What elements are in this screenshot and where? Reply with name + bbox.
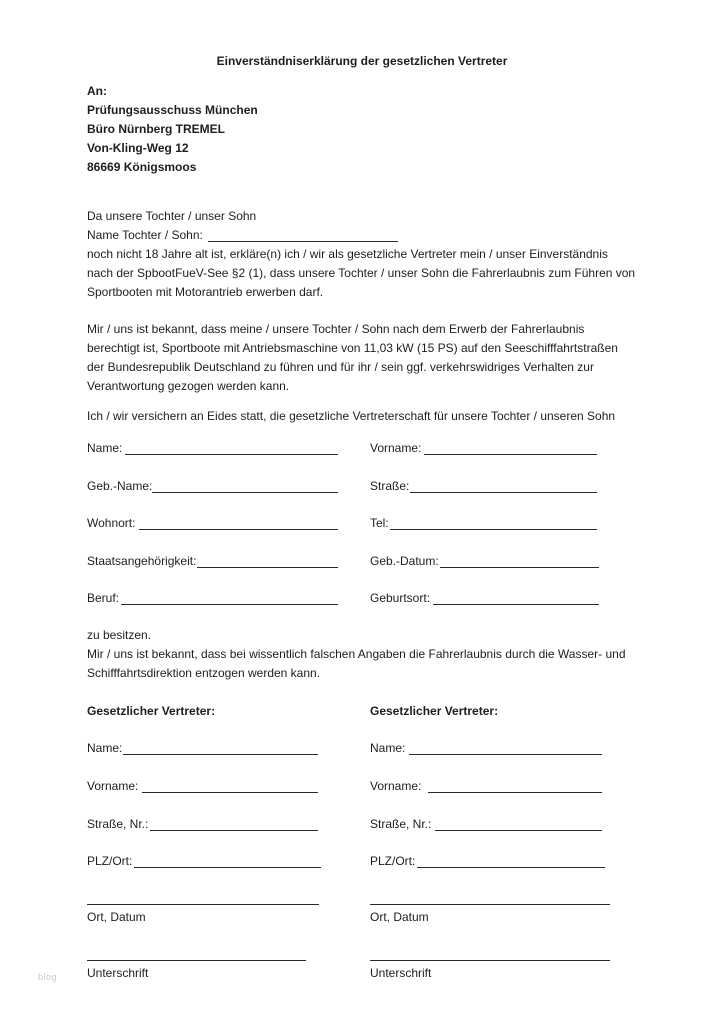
paragraph-line: berechtigt ist, Sportboote mit Antriebsmaschine von 11,03 kW (15 PS) auf den Seeschifffahrtstraßen	[87, 341, 618, 355]
guardian2-name-input[interactable]	[409, 754, 602, 755]
birth-date-label: Geb.-Datum:	[370, 554, 439, 568]
birth-name-label: Geb.-Name:	[87, 479, 153, 493]
guardian-firstname-label: Vorname:	[87, 779, 139, 793]
signature-label: Unterschrift	[370, 966, 432, 980]
phone-input[interactable]	[390, 529, 597, 530]
closing-line: Mir / uns ist bekannt, dass bei wissentlich falschen Angaben die Fahrerlaubnis durch die Wasser- und	[87, 647, 626, 661]
child-name-field-label: Name:	[87, 441, 123, 455]
closing-line: Schifffahrtsdirektion entzogen werden kann.	[87, 666, 321, 680]
guardian2-place-date-input[interactable]	[370, 904, 610, 905]
street-input[interactable]	[410, 492, 597, 493]
residence-input[interactable]	[139, 529, 338, 530]
guardian-city-label: PLZ/Ort:	[370, 854, 416, 868]
address-line: Prüfungsausschuss München	[87, 103, 258, 117]
paragraph-line: Verantwortung gezogen werden kann.	[87, 379, 290, 393]
guardian1-firstname-input[interactable]	[142, 792, 318, 793]
guardian-heading: Gesetzlicher Vertreter:	[370, 704, 499, 718]
nationality-label: Staatsangehörigkeit:	[87, 554, 197, 568]
intro-line: Sportbooten mit Motorantrieb erwerben darf.	[87, 285, 324, 299]
guardian-city-label: PLZ/Ort:	[87, 854, 133, 868]
guardian-name-label: Name:	[370, 741, 406, 755]
phone-label: Tel:	[370, 516, 389, 530]
guardian-street-label: Straße, Nr.:	[87, 817, 149, 831]
guardian2-firstname-input[interactable]	[428, 792, 602, 793]
guardian1-name-input[interactable]	[123, 754, 318, 755]
watermark: blog	[38, 972, 58, 982]
place-date-label: Ort, Datum	[87, 910, 146, 924]
occupation-input[interactable]	[121, 604, 338, 605]
residence-label: Wohnort:	[87, 516, 136, 530]
child-firstname-label: Vorname:	[370, 441, 422, 455]
nationality-input[interactable]	[197, 567, 338, 568]
closing-line: zu besitzen.	[87, 628, 152, 642]
street-label: Straße:	[370, 479, 410, 493]
guardian1-street-input[interactable]	[150, 830, 318, 831]
birth-name-input[interactable]	[152, 492, 338, 493]
guardian-street-label: Straße, Nr.:	[370, 817, 432, 831]
birth-date-input[interactable]	[440, 567, 599, 568]
child-firstname-input[interactable]	[424, 454, 597, 455]
guardian2-city-input[interactable]	[417, 867, 605, 868]
paragraph-line: Mir / uns ist bekannt, dass meine / unsere Tochter / Sohn nach dem Erwerb der Fahrerlaubnis	[87, 322, 585, 336]
intro-line: Da unsere Tochter / unser Sohn	[87, 209, 257, 223]
address-line: 86669 Königsmoos	[87, 160, 197, 174]
guardian2-street-input[interactable]	[435, 830, 602, 831]
birthplace-label: Geburtsort:	[370, 591, 431, 605]
birthplace-input[interactable]	[433, 604, 599, 605]
guardian-firstname-label: Vorname:	[370, 779, 422, 793]
address-to: An:	[87, 84, 107, 98]
guardian1-city-input[interactable]	[134, 867, 321, 868]
address-line: Von-Kling-Weg 12	[87, 141, 189, 155]
guardian1-signature-input[interactable]	[87, 960, 306, 961]
occupation-label: Beruf:	[87, 591, 120, 605]
guardian1-place-date-input[interactable]	[87, 904, 319, 905]
oath-statement: Ich / wir versichern an Eides statt, die gesetzliche Vertreterschaft für unsere Tochter / unseren Sohn	[87, 409, 616, 423]
signature-label: Unterschrift	[87, 966, 149, 980]
intro-line: nach der SpbootFueV-See §2 (1), dass unsere Tochter / unser Sohn die Fahrerlaubnis zum Führen von	[87, 266, 636, 280]
guardian-heading: Gesetzlicher Vertreter:	[87, 704, 216, 718]
paragraph-line: der Bundesrepublik Deutschland zu führen und für ihr / sein ggf. verkehrswidriges Verhalten zur	[87, 360, 594, 374]
document-title: Einverständniserklärung der gesetzlichen Vertreter	[216, 54, 508, 68]
guardian2-signature-input[interactable]	[370, 960, 610, 961]
intro-line: noch nicht 18 Jahre alt ist, erkläre(n) ich / wir als gesetzliche Vertreter mein / unser Einverständnis	[87, 247, 608, 261]
place-date-label: Ort, Datum	[370, 910, 429, 924]
child-name-input[interactable]	[208, 241, 398, 242]
guardian-name-label: Name:	[87, 741, 123, 755]
child-surname-input[interactable]	[125, 454, 338, 455]
address-line: Büro Nürnberg TREMEL	[87, 122, 225, 136]
child-name-label: Name Tochter / Sohn:	[87, 228, 203, 242]
